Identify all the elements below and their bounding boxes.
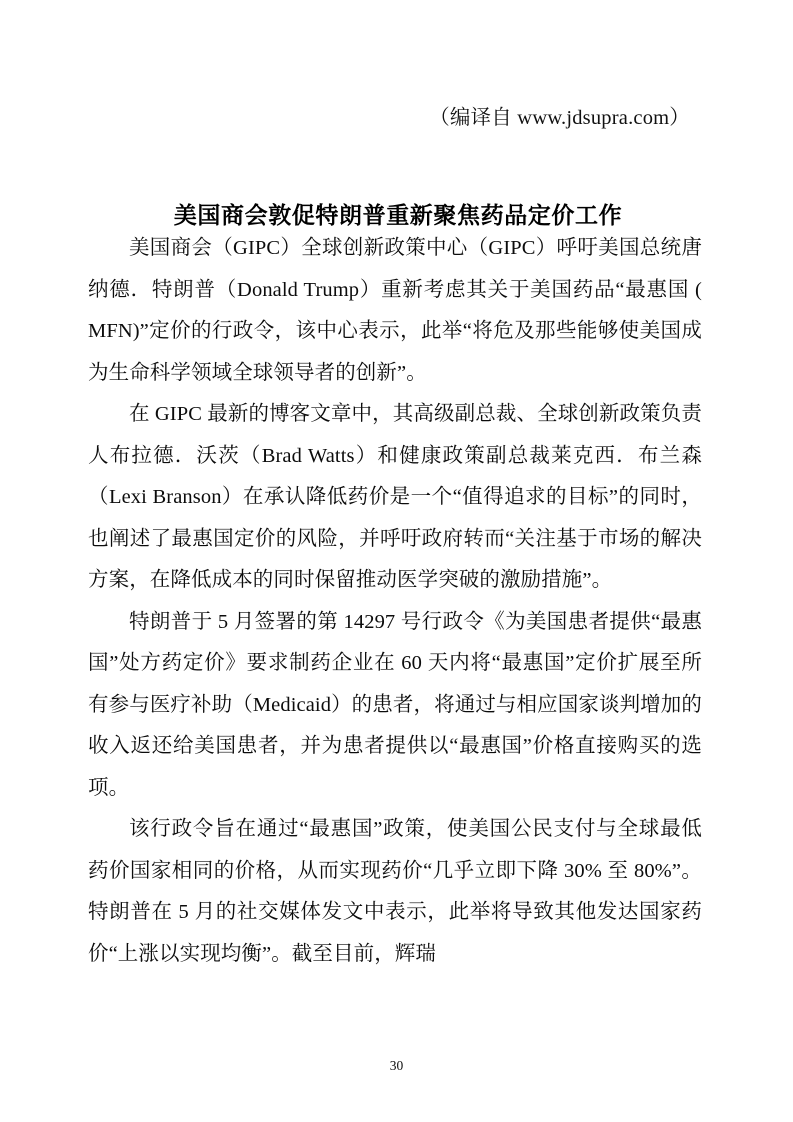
page-title: 美国商会敦促特朗普重新聚焦药品定价工作 <box>173 202 623 229</box>
paragraph: 在 GIPC 最新的博客文章中，其高级副总裁、全球创新政策负责人布拉德．沃茨（Brad Watts）和健康政策副总裁莱克西．布兰森（Lexi Branson）在承认降低药价是一个“值得追求的目标”的同时，也阐述了最惠国定价的风险，并呼吁政府转而“关注基于市场的解决方案，在降低成本的同时保留推动医学突破的激励措施”。 <box>88 403 702 591</box>
paragraph: 该行政令旨在通过“最惠国”政策，使美国公民支付与全球最低药价国家相同的价格，从而实现药价“几乎立即下降 30% 至 80%”。特朗普在 5 月的社交媒体发文中表示，此举将导致其他发达国家药价“上涨以实现均衡”。截至目前，辉瑞 <box>88 818 702 965</box>
paragraph: 美国商会（GIPC）全球创新政策中心（GIPC）呼吁美国总统唐纳德．特朗普（Donald Trump）重新考虑其关于美国药品“最惠国 ( MFN)”定价的行政令，该中心表示，此举“将危及那些能够使美国成为生命科学领域全球领导者的创新”。 <box>88 237 702 384</box>
source-attribution: （编译自 www.jdsupra.com） <box>429 107 690 129</box>
page-content-area <box>88 0 708 1122</box>
page-number: 30 <box>389 1058 404 1073</box>
article-body <box>88 228 702 975</box>
paragraph: 特朗普于 5 月签署的第 14297 号行政令《为美国患者提供“最惠国”处方药定价》要求制药企业在 60 天内将“最惠国”定价扩展至所有参与医疗补助（Medicaid）的患者，将通过与相应国家谈判增加的收入返还给美国患者，并为患者提供以“最惠国”价格直接购买的选项。 <box>88 610 702 799</box>
